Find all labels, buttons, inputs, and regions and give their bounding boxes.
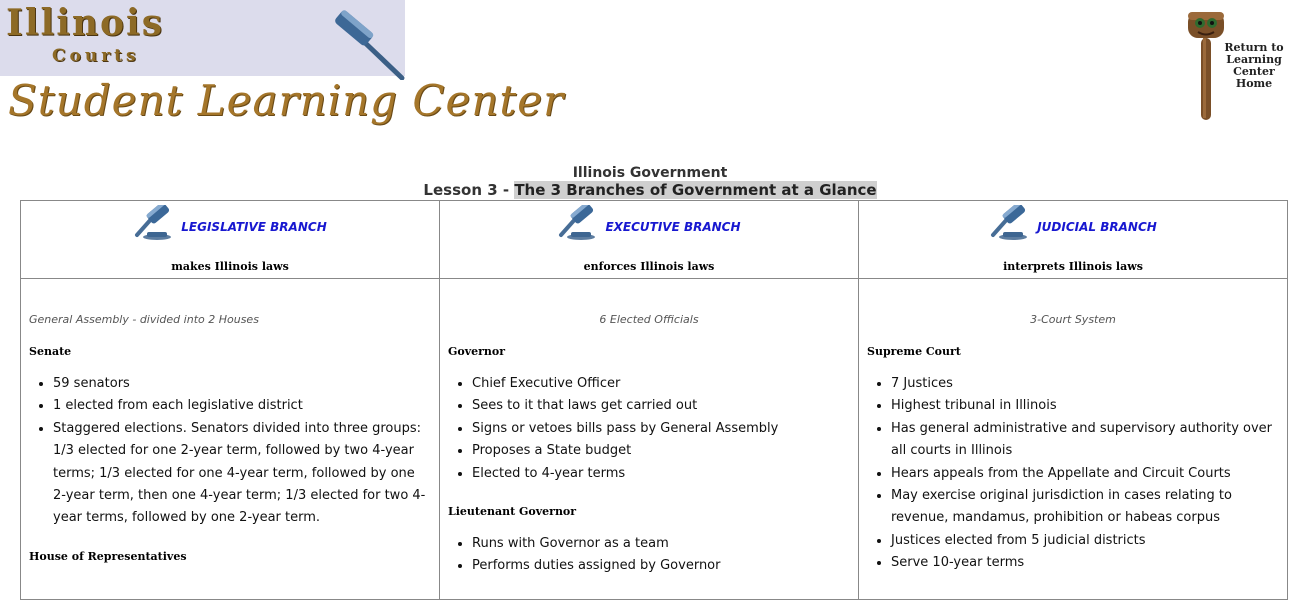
branch-role: enforces Illinois laws (583, 260, 715, 273)
student-learning-center-title: Student Learning Center (8, 76, 565, 125)
list-item: • 1 elected from each legislative district (53, 395, 431, 417)
list-item: • 7 Justices (891, 373, 1279, 395)
branch-link-text: LEGISLATIVE BRANCH (181, 220, 327, 234)
list-item: • Elected to 4-year terms (472, 463, 850, 485)
gavel-icon (989, 205, 1031, 241)
judicial-column (859, 201, 1287, 599)
list-item: • Runs with Governor as a team (472, 533, 850, 555)
executive-column (440, 201, 859, 599)
list-item: • Justices elected from 5 judicial districts (891, 530, 1279, 552)
branch-link-text: EXECUTIVE BRANCH (605, 220, 741, 234)
gavel-icon (133, 205, 175, 241)
logo-courts-text: Courts (52, 46, 140, 66)
group-title: Senate (29, 345, 72, 358)
group-title: Governor (448, 345, 506, 358)
bullet-list (29, 373, 431, 530)
judicial-branch-link[interactable] (859, 205, 1287, 241)
group-title: Supreme Court (867, 345, 961, 358)
logo-illinois-text: Illinois (6, 2, 164, 44)
list-item: • Performs duties assigned by Governor (472, 555, 850, 577)
list-item: • Staggered elections. Senators divided into three groups: 1/3 elected for one 2-year term, followed by two 4-year terms; 1/3 elected for one 4-year term, followed by one 2-year term, then one 4-year term; 1/3 elected for two 4-year terms, followed by one 2-year term. (53, 418, 431, 530)
list-item: • May exercise original jurisdiction in cases relating to revenue, mandamus, prohibition or habeas corpus (891, 485, 1279, 530)
branch-body-cell (440, 313, 858, 578)
branch-system: 6 Elected Officials (599, 313, 699, 326)
return-home-link[interactable] (1186, 6, 1296, 126)
page-title: Illinois Government (572, 165, 728, 181)
list-item: • Highest tribunal in Illinois (891, 395, 1279, 417)
bullet-list (448, 373, 850, 485)
list-item: • Proposes a State budget (472, 440, 850, 462)
executive-branch-link[interactable] (440, 205, 858, 241)
branch-role: interprets Illinois laws (1003, 260, 1143, 273)
branch-system: 3-Court System (1030, 313, 1116, 326)
bullet-list (448, 533, 850, 578)
site-header (0, 0, 1300, 140)
return-line: Home (1235, 77, 1273, 90)
return-line: Learning (1226, 53, 1282, 66)
branch-body-cell (859, 313, 1287, 575)
lesson-prefix: Lesson 3 - (423, 181, 515, 199)
branch-link-text: JUDICIAL BRANCH (1037, 220, 1157, 234)
lesson-title (0, 181, 1300, 199)
list-item: • Serve 10-year terms (891, 552, 1279, 574)
legislative-column (21, 201, 440, 599)
list-item: • Hears appeals from the Appellate and Circuit Courts (891, 463, 1279, 485)
list-item: • Chief Executive Officer (472, 373, 850, 395)
return-line: Return to (1224, 41, 1284, 54)
list-item: • Sees to it that laws get carried out (472, 395, 850, 417)
return-line: Center (1233, 65, 1275, 78)
page-titles (0, 166, 1300, 199)
return-home-text (1212, 42, 1296, 90)
branch-role: makes Illinois laws (171, 260, 289, 273)
list-item: • Has general administrative and supervisory authority over all courts in Illinois (891, 418, 1279, 463)
branch-header-cell (440, 201, 858, 279)
gavel-icon (320, 10, 410, 80)
list-item: • 59 senators (53, 373, 431, 395)
legislative-branch-link[interactable] (21, 205, 439, 241)
group-title: House of Representatives (29, 549, 187, 563)
branch-header-cell (21, 201, 439, 279)
branch-system: General Assembly - divided into 2 Houses (29, 313, 259, 326)
illinois-courts-logo (0, 0, 405, 76)
gavel-icon (557, 205, 599, 241)
group-title: Lieutenant Governor (448, 505, 577, 519)
branch-body-cell (21, 313, 439, 564)
bullet-list (867, 373, 1279, 575)
lesson-title-highlight: The 3 Branches of Government at a Glance (514, 181, 877, 199)
branches-table (20, 200, 1288, 600)
list-item: • Signs or vetoes bills pass by General Assembly (472, 418, 850, 440)
branch-header-cell (859, 201, 1287, 279)
